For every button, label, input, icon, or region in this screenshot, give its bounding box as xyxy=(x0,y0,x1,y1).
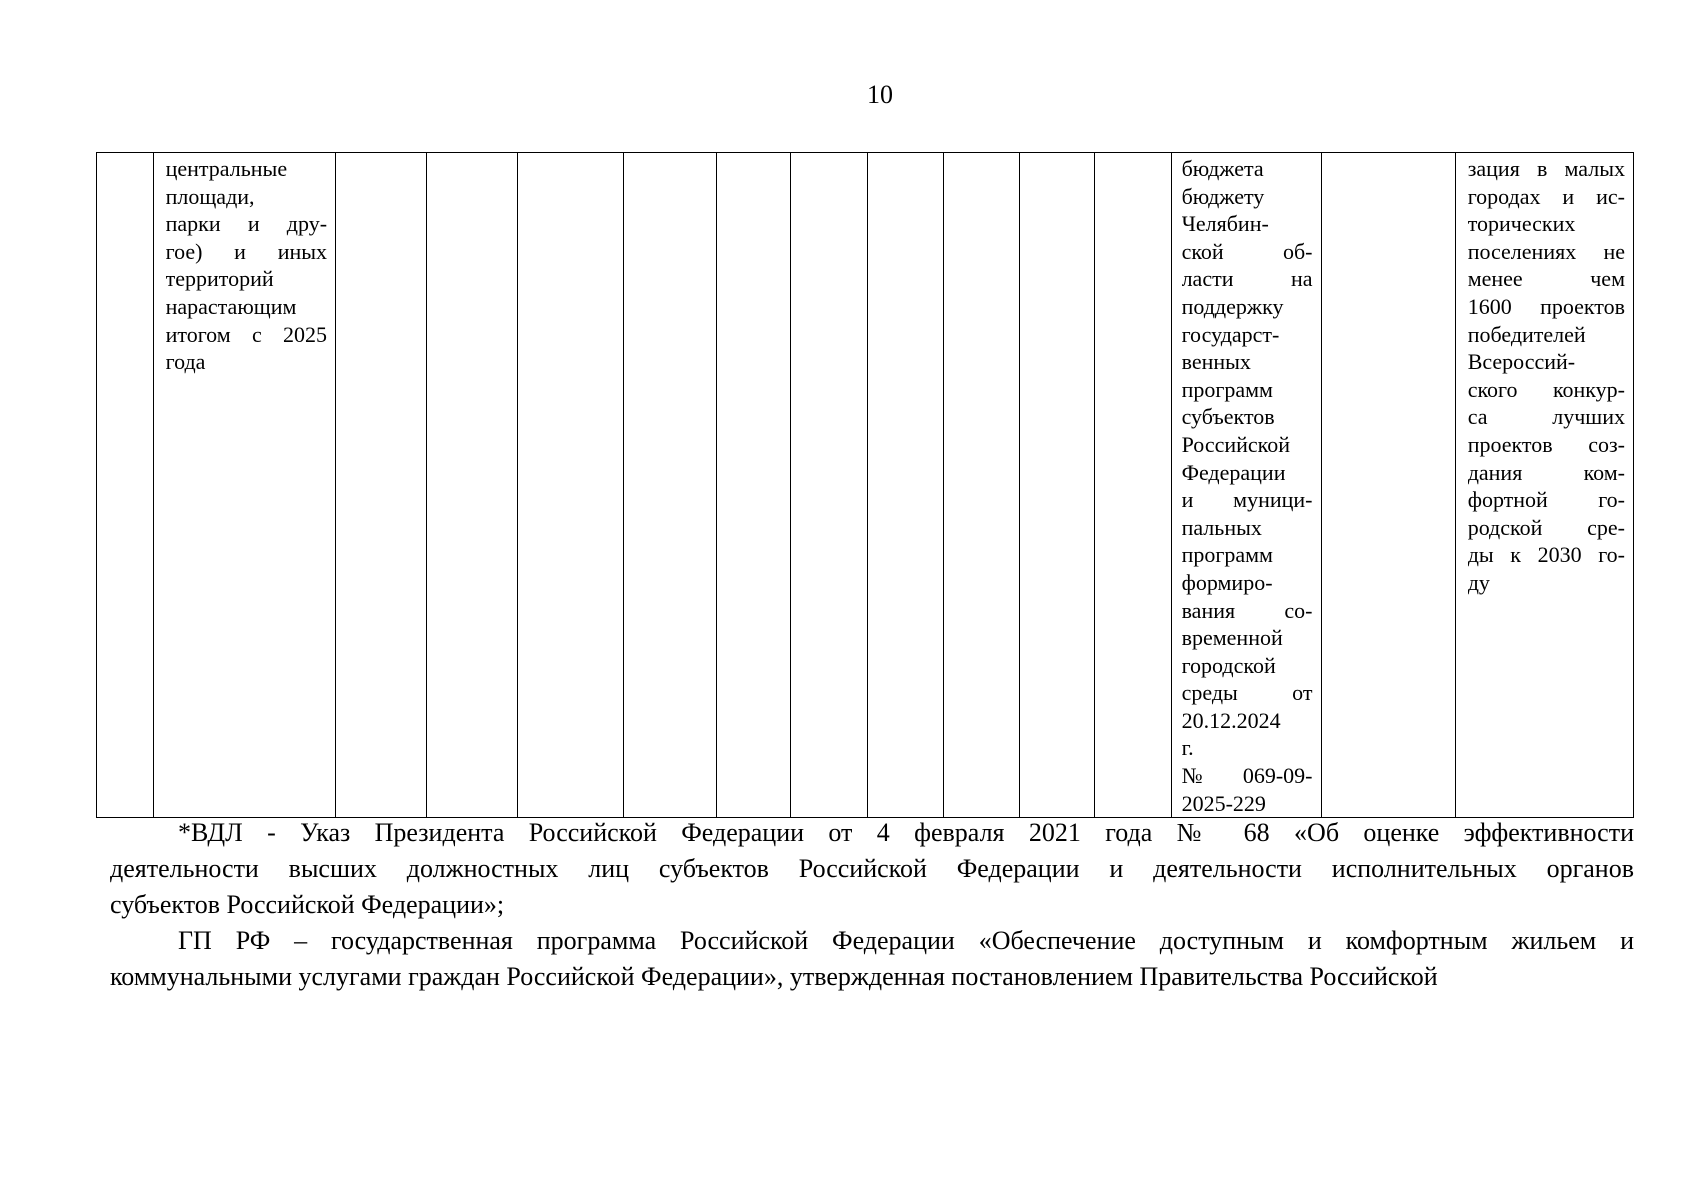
agreement-line: 2025-229 xyxy=(1181,790,1266,816)
table-cell xyxy=(97,153,154,818)
table-row xyxy=(97,153,1634,818)
footnote-gp-line: ГП РФ – государственная программа Российской Федерации «Обеспечение доступным и комфортным жильем и xyxy=(178,926,1634,955)
agreement-line: формиро- xyxy=(1181,569,1273,595)
footnote-vdl xyxy=(110,815,1634,923)
goal-line: проектов соз- xyxy=(1467,431,1625,457)
agreement-line: 20.12.2024 xyxy=(1181,707,1281,733)
agreement-text xyxy=(1172,153,1321,817)
footnote-vdl-line: *ВДЛ - Указ Президента Российской Федерации от 4 февраля 2021 года № 68 «Об оценке эффективности xyxy=(178,818,1634,847)
goal-line: са лучших xyxy=(1467,404,1625,430)
table-cell-agreement xyxy=(1171,153,1321,818)
footnote-gp-line: коммунальными услугами граждан Российской Федерации», утвержденная постановлением Правительства Российской xyxy=(110,962,1438,991)
table-cell xyxy=(791,153,868,818)
indicator-text xyxy=(154,153,335,376)
goal-line: ского конкур- xyxy=(1467,376,1625,402)
indicator-line: гое) и иных xyxy=(165,238,328,264)
agreement-line: г. xyxy=(1181,735,1194,761)
agreement-line: среды от xyxy=(1181,680,1313,706)
agreement-line: венных xyxy=(1181,349,1251,375)
agreement-line: пальных xyxy=(1181,514,1262,540)
indicator-line: итогом с 2025 xyxy=(165,321,328,347)
table-cell xyxy=(518,153,624,818)
agreement-line: временной xyxy=(1181,625,1283,651)
goal-text xyxy=(1456,153,1633,597)
goal-line: торических xyxy=(1467,211,1576,237)
table-cell xyxy=(1095,153,1172,818)
table-cell xyxy=(336,153,427,818)
table-cell xyxy=(1321,153,1455,818)
agreement-line: бюджету xyxy=(1181,183,1265,209)
agreement-line: субъектов xyxy=(1181,404,1275,430)
goal-line: Всероссий- xyxy=(1467,349,1576,375)
agreement-line: городской xyxy=(1181,652,1276,678)
goal-line: родской сре- xyxy=(1467,514,1625,540)
agreement-line: государст- xyxy=(1181,321,1280,347)
table-cell xyxy=(1019,153,1094,818)
agreement-line: ской об- xyxy=(1181,238,1313,264)
goal-line: ды к 2030 го- xyxy=(1467,542,1625,568)
table-cell-indicator xyxy=(153,153,335,818)
agreement-line: Российской xyxy=(1181,431,1290,457)
footnotes xyxy=(110,815,1634,995)
footnote-vdl-line: деятельности высших должностных лиц субъектов Российской Федерации и деятельности исполнительных органов xyxy=(110,854,1634,883)
agreement-line: Федерации xyxy=(1181,459,1286,485)
table-container xyxy=(96,152,1634,816)
agreement-line: Челябин- xyxy=(1181,211,1269,237)
goal-line: фортной го- xyxy=(1467,487,1625,513)
table-cell xyxy=(624,153,716,818)
footnote-gp xyxy=(110,923,1634,995)
goal-line: менее чем xyxy=(1467,266,1625,292)
indicator-line: площади, xyxy=(165,183,255,209)
goal-line: зация в малых xyxy=(1467,156,1625,181)
data-table xyxy=(96,152,1634,818)
goal-line: 1600 проектов xyxy=(1467,293,1625,319)
agreement-line: программ xyxy=(1181,542,1273,568)
indicator-line: парки и дру- xyxy=(165,211,328,237)
goal-line: дания ком- xyxy=(1467,459,1625,485)
indicator-line: территорий xyxy=(165,266,274,292)
footnote-vdl-line: субъектов Российской Федерации»; xyxy=(110,890,505,919)
table-cell xyxy=(944,153,1019,818)
table-cell xyxy=(867,153,944,818)
agreement-line: программ xyxy=(1181,376,1273,402)
agreement-line: ласти на xyxy=(1181,266,1313,292)
table-cell xyxy=(716,153,790,818)
goal-line: победителей xyxy=(1467,321,1586,347)
table-cell xyxy=(427,153,518,818)
agreement-line: поддержку xyxy=(1181,293,1284,319)
indicator-line: года xyxy=(165,349,206,375)
agreement-line: № 069-09- xyxy=(1181,763,1313,789)
agreement-line: и муници- xyxy=(1181,487,1313,513)
page-number: 10 xyxy=(867,80,893,109)
indicator-line: нарастающим xyxy=(165,293,297,319)
indicator-line: центральные xyxy=(165,156,288,181)
goal-line: поселениях не xyxy=(1467,238,1625,264)
goal-line: ду xyxy=(1467,569,1490,595)
agreement-line: вания со- xyxy=(1181,597,1313,623)
table-cell-goal xyxy=(1455,153,1633,818)
goal-line: городах и ис- xyxy=(1467,183,1625,209)
agreement-line: бюджета xyxy=(1181,156,1264,181)
